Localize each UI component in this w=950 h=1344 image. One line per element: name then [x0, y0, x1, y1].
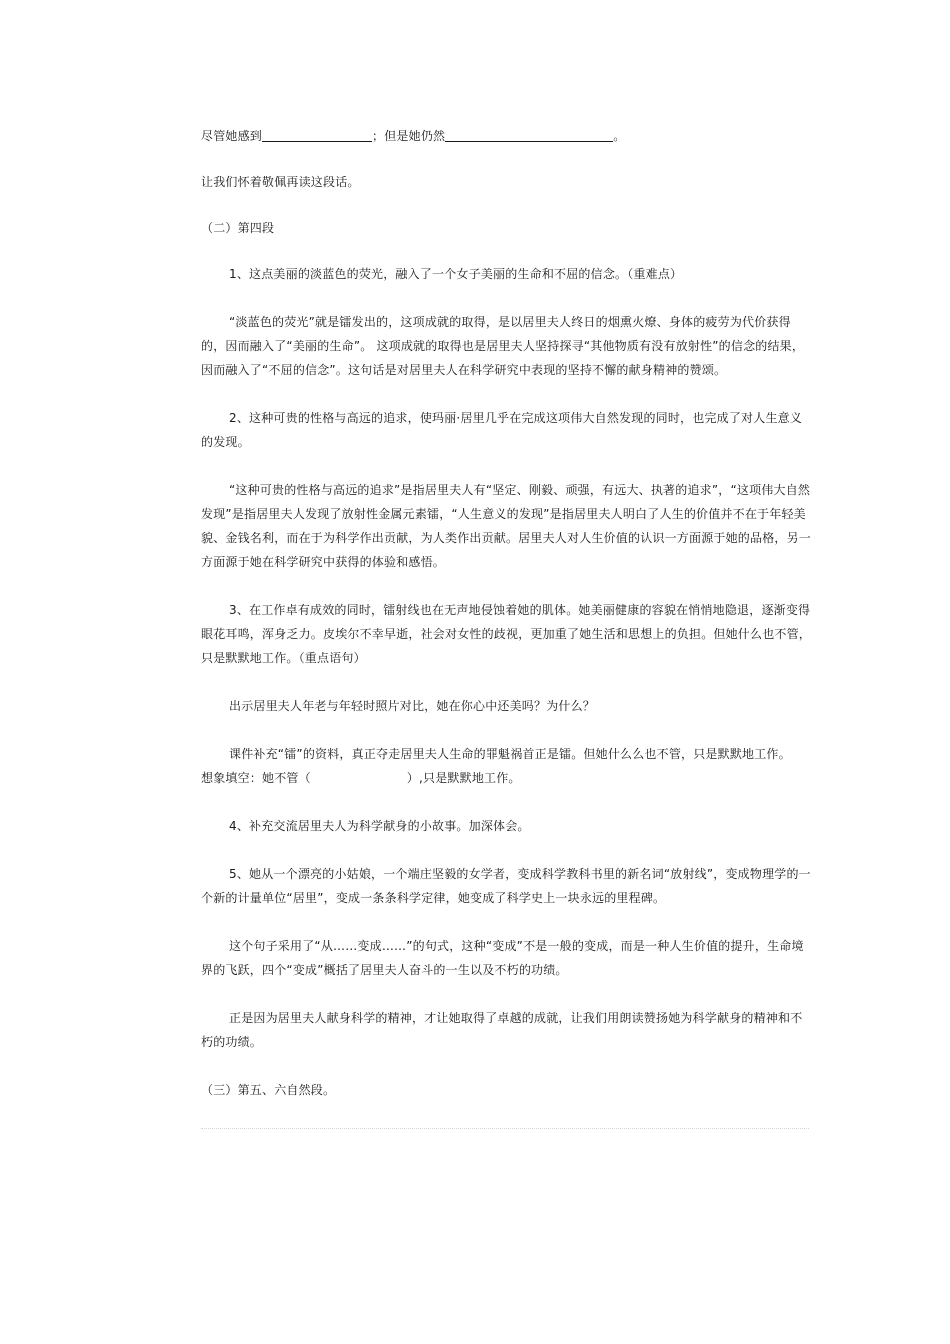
footer-divider: [201, 1128, 809, 1129]
closing-paragraph: 正是因为居里夫人献身科学的精神，才让她取得了卓越的成就，让我们用朗读赞扬她为科学献身的精神和不朽的功绩。: [201, 1011, 803, 1049]
point-3-supplement: 课件补充“镭”的资料，真正夺走居里夫人生命的罪魁祸首正是镭。但她什么么也不管，只是默默地工作。: [229, 747, 791, 761]
paragraph-reread: 让我们怀着敬佩再读这段话。: [201, 175, 360, 189]
blank-line-1: [262, 127, 372, 142]
fill-text-part1: 尽管她感到: [201, 129, 263, 143]
point-1-explanation: “淡蓝色的荧光”就是镭发出的，这项成就的取得，是以居里夫人终日的烟熏火燎、身体的疲劳为代价获得的，因而融入了“美丽的生命”。 这项成就的取得也是居里夫人坚持探寻“其他物质有没有放射性”的信念的结果，因而融入了“不屈的信念”。这句话是对居里夫人在科学研究中表现的坚持不懈的献身精神的赞颂。: [201, 315, 805, 377]
point-3-photo-question: 出示居里夫人年老与年轻时照片对比，她在你心中还美吗？为什么？: [229, 699, 596, 713]
point-4: 4、补充交流居里夫人为科学献身的小故事。加深体会。: [229, 819, 530, 833]
point-3-imagine-fill: [201, 766, 811, 790]
blank-line-2: [445, 127, 613, 142]
point-1: 1、这点美丽的淡蓝色的荧光，融入了一个女子美丽的生命和不屈的信念。（重难点）: [229, 267, 683, 281]
imagine-fill-post: ）,只是默默地工作。: [406, 771, 521, 785]
section-heading-3: （三）第五、六自然段。: [201, 1083, 336, 1097]
imagine-fill-pre: 想象填空：她不管（: [201, 771, 311, 785]
section-heading-2: （二）第四段: [201, 221, 275, 235]
point-3: 3、在工作卓有成效的同时，镭射线也在无声地侵蚀着她的肌体。她美丽健康的容貌在悄悄地隐退，逐渐变得眼花耳鸣，浑身乏力。皮埃尔不幸早逝，社会对女性的歧视，更加重了她生活和思想上的负担。但她什么也不管，只是默默地工作。（重点语句）: [201, 603, 812, 665]
document-body: [201, 124, 811, 1102]
fill-in-sentence: [201, 124, 811, 148]
point-5-explanation: 这个句子采用了“从……变成……”的句式，这种“变成”不是一般的变成，而是一种人生价值的提升，生命境界的飞跃，四个“变成”概括了居里夫人奋斗的一生以及不朽的功绩。: [201, 939, 804, 977]
point-5: 5、她从一个漂亮的小姑娘，一个端庄坚毅的女学者，变成科学教科书里的新名词“放射线”，变成物理学的一个新的计量单位“居里”，变成一条条科学定律，她变成了科学史上一块永远的里程碑。: [201, 867, 811, 905]
point-2: 2、这种可贵的性格与高远的追求，使玛丽·居里几乎在完成这项伟大自然发现的同时，也完成了对人生意义的发现。: [201, 411, 803, 449]
point-2-explanation: “这种可贵的性格与高远的追求”是指居里夫人有“坚定、刚毅、顽强，有远大、执著的追求”，“这项伟大自然发现”是指居里夫人发现了放射性金属元素镭，“人生意义的发现”是指居里夫人明白了人生的价值并不在于年轻美貌、金钱名利，而在于为科学作出贡献，为人类作出贡献。居里夫人对人生价值的认识一方面源于她的品格，另一方面源于她在科学研究中获得的体验和感悟。: [201, 483, 812, 569]
fill-text-part2: ；但是她仍然: [372, 129, 446, 143]
fill-text-part3: 。: [613, 129, 626, 143]
